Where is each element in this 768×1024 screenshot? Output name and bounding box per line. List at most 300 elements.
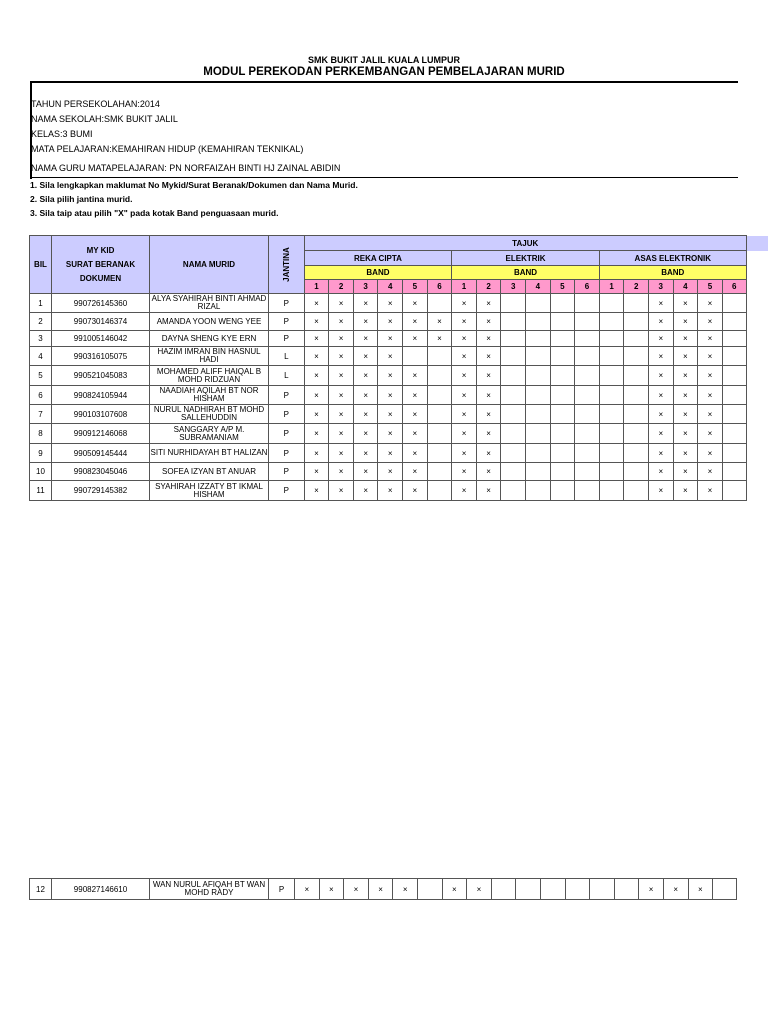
header-id xyxy=(52,236,150,294)
band-mark-cell[interactable]: × xyxy=(663,879,688,900)
band-mark-cell[interactable] xyxy=(526,294,551,313)
band-mark-cell[interactable]: × xyxy=(698,386,723,405)
band-mark-cell[interactable]: × xyxy=(639,879,664,900)
table-row xyxy=(30,386,747,405)
bil-cell[interactable]: 1 xyxy=(30,294,52,313)
band-mark-cell[interactable]: × xyxy=(329,481,354,501)
bil-cell[interactable]: 3 xyxy=(30,331,52,347)
band-mark-cell[interactable] xyxy=(501,386,526,405)
gender-cell[interactable]: L xyxy=(269,347,305,366)
band-mark-cell[interactable] xyxy=(501,313,526,331)
band-mark-cell[interactable] xyxy=(722,331,746,347)
band-mark-cell[interactable] xyxy=(427,444,452,463)
mykid-cell[interactable]: 990729145382 xyxy=(52,481,150,501)
mykid-cell[interactable]: 990103107608 xyxy=(52,405,150,424)
table-row xyxy=(30,463,747,481)
band-mark-cell[interactable] xyxy=(599,386,624,405)
student-name-cell[interactable]: SANGGARY A/P M. SUBRAMANIAM xyxy=(150,424,269,444)
table-row xyxy=(30,294,747,313)
band-mark-cell[interactable] xyxy=(550,444,575,463)
band-mark-cell[interactable]: × xyxy=(353,481,378,501)
band-mark-cell[interactable] xyxy=(501,347,526,366)
mykid-cell[interactable]: 990509145444 xyxy=(52,444,150,463)
band-mark-cell[interactable] xyxy=(624,424,649,444)
bil-cell[interactable]: 7 xyxy=(30,405,52,424)
student-name-cell[interactable]: MOHAMED ALIFF HAIQAL B MOHD RIDZUAN xyxy=(150,366,269,386)
bil-cell[interactable]: 5 xyxy=(30,366,52,386)
gender-cell[interactable]: P xyxy=(269,481,305,501)
band-mark-cell[interactable] xyxy=(427,481,452,501)
mykid-cell[interactable]: 990726145360 xyxy=(52,294,150,313)
band-mark-cell[interactable]: × xyxy=(476,424,501,444)
band-mark-cell[interactable]: × xyxy=(698,366,723,386)
band-mark-cell[interactable]: × xyxy=(304,405,329,424)
gender-cell[interactable]: P xyxy=(269,444,305,463)
band-mark-cell[interactable]: × xyxy=(427,331,452,347)
band-mark-cell[interactable]: × xyxy=(452,481,477,501)
band-mark-cell[interactable]: × xyxy=(393,879,418,900)
band-mark-cell[interactable] xyxy=(526,444,551,463)
band-mark-cell[interactable] xyxy=(722,405,746,424)
band-mark-cell[interactable]: × xyxy=(403,444,428,463)
band-mark-cell[interactable] xyxy=(590,879,615,900)
band-mark-cell[interactable]: × xyxy=(648,405,673,424)
band-mark-cell[interactable]: × xyxy=(452,366,477,386)
band-mark-cell[interactable]: × xyxy=(467,879,492,900)
band-mark-cell[interactable] xyxy=(550,294,575,313)
band-number: 4 xyxy=(378,280,403,294)
band-mark-cell[interactable] xyxy=(427,463,452,481)
band-mark-cell[interactable] xyxy=(526,386,551,405)
band-mark-cell[interactable]: × xyxy=(648,347,673,366)
band-mark-cell[interactable]: × xyxy=(648,386,673,405)
gender-cell[interactable]: P xyxy=(269,294,305,313)
student-name-cell[interactable]: SYAHIRAH IZZATY BT IKMAL HISHAM xyxy=(150,481,269,501)
band-mark-cell[interactable]: × xyxy=(698,347,723,366)
band-mark-cell[interactable]: × xyxy=(476,294,501,313)
band-mark-cell[interactable]: × xyxy=(304,331,329,347)
gender-cell[interactable]: P xyxy=(269,313,305,331)
table-row xyxy=(30,481,747,501)
band-mark-cell[interactable] xyxy=(550,481,575,501)
bil-cell[interactable]: 9 xyxy=(30,444,52,463)
band-mark-cell[interactable]: × xyxy=(368,879,393,900)
band-mark-cell[interactable] xyxy=(599,331,624,347)
band-mark-cell[interactable] xyxy=(599,294,624,313)
band-mark-cell[interactable] xyxy=(624,313,649,331)
band-mark-cell[interactable] xyxy=(624,347,649,366)
band-mark-cell[interactable]: × xyxy=(698,424,723,444)
band-mark-cell[interactable]: × xyxy=(378,366,403,386)
band-mark-cell[interactable]: × xyxy=(353,386,378,405)
band-mark-cell[interactable] xyxy=(540,879,565,900)
header-tajuk: TAJUK xyxy=(304,236,746,251)
band-number: 5 xyxy=(550,280,575,294)
band-mark-cell[interactable]: × xyxy=(452,347,477,366)
band-mark-cell[interactable] xyxy=(526,313,551,331)
band-mark-cell[interactable] xyxy=(722,424,746,444)
band-mark-cell[interactable]: × xyxy=(378,331,403,347)
band-mark-cell[interactable]: × xyxy=(304,294,329,313)
gender-cell[interactable]: P xyxy=(269,405,305,424)
band-mark-cell[interactable]: × xyxy=(673,366,698,386)
band-mark-cell[interactable]: × xyxy=(304,366,329,386)
band-mark-cell[interactable]: × xyxy=(304,313,329,331)
band-mark-cell[interactable]: × xyxy=(698,481,723,501)
mykid-cell[interactable]: 990823045046 xyxy=(52,463,150,481)
band-mark-cell[interactable] xyxy=(624,444,649,463)
gender-cell[interactable]: P xyxy=(269,331,305,347)
band-mark-cell[interactable] xyxy=(722,294,746,313)
band-mark-cell[interactable]: × xyxy=(452,405,477,424)
band-mark-cell[interactable]: × xyxy=(648,331,673,347)
gender-cell[interactable]: P xyxy=(269,463,305,481)
band-mark-cell[interactable]: × xyxy=(452,424,477,444)
info-kelas: KELAS:3 BUMI xyxy=(31,129,93,139)
band-mark-cell[interactable]: × xyxy=(688,879,713,900)
bil-cell[interactable]: 4 xyxy=(30,347,52,366)
band-mark-cell[interactable] xyxy=(599,463,624,481)
band-mark-cell[interactable]: × xyxy=(452,386,477,405)
mykid-cell[interactable]: 990912146068 xyxy=(52,424,150,444)
band-mark-cell[interactable] xyxy=(427,294,452,313)
band-mark-cell[interactable]: × xyxy=(403,366,428,386)
band-mark-cell[interactable]: × xyxy=(353,366,378,386)
band-mark-cell[interactable]: × xyxy=(403,424,428,444)
student-name-cell[interactable]: ALYA SYAHIRAH BINTI AHMAD RIZAL xyxy=(150,294,269,313)
band-mark-cell[interactable] xyxy=(526,463,551,481)
band-mark-cell[interactable] xyxy=(575,313,600,331)
band-mark-cell[interactable]: × xyxy=(353,424,378,444)
student-name-cell[interactable]: NAADIAH AQILAH BT NOR HISHAM xyxy=(150,386,269,405)
band-mark-cell[interactable] xyxy=(526,405,551,424)
school-heading: SMK BUKIT JALIL KUALA LUMPUR xyxy=(308,55,460,65)
band-number: 6 xyxy=(575,280,600,294)
band-mark-cell[interactable]: × xyxy=(648,366,673,386)
student-table xyxy=(29,235,747,501)
band-mark-cell[interactable] xyxy=(624,294,649,313)
band-mark-cell[interactable] xyxy=(624,405,649,424)
band-mark-cell[interactable]: × xyxy=(329,444,354,463)
band-mark-cell[interactable]: × xyxy=(698,405,723,424)
band-mark-cell[interactable] xyxy=(526,481,551,501)
gender-cell[interactable]: P xyxy=(269,386,305,405)
band-mark-cell[interactable] xyxy=(575,331,600,347)
band-mark-cell[interactable]: × xyxy=(329,331,354,347)
band-mark-cell[interactable] xyxy=(575,294,600,313)
band-mark-cell[interactable] xyxy=(575,424,600,444)
mykid-cell[interactable]: 990827146610 xyxy=(52,879,150,900)
band-mark-cell[interactable]: × xyxy=(353,347,378,366)
band-mark-cell[interactable] xyxy=(501,366,526,386)
band-number: 5 xyxy=(698,280,723,294)
band-mark-cell[interactable] xyxy=(599,347,624,366)
band-mark-cell[interactable]: × xyxy=(353,405,378,424)
table-row xyxy=(30,405,747,424)
bil-cell[interactable]: 2 xyxy=(30,313,52,331)
band-mark-cell[interactable]: × xyxy=(698,313,723,331)
band-mark-cell[interactable] xyxy=(427,424,452,444)
mykid-cell[interactable]: 990521045083 xyxy=(52,366,150,386)
band-number: 3 xyxy=(648,280,673,294)
band-mark-cell[interactable]: × xyxy=(403,386,428,405)
band-mark-cell[interactable]: × xyxy=(329,294,354,313)
band-number: 5 xyxy=(403,280,428,294)
band-mark-cell[interactable]: × xyxy=(403,331,428,347)
band-mark-cell[interactable] xyxy=(501,424,526,444)
band-mark-cell[interactable]: × xyxy=(476,313,501,331)
band-mark-cell[interactable]: × xyxy=(476,347,501,366)
band-mark-cell[interactable]: × xyxy=(673,405,698,424)
band-mark-cell[interactable]: × xyxy=(427,313,452,331)
band-mark-cell[interactable]: × xyxy=(648,463,673,481)
band-mark-cell[interactable] xyxy=(722,313,746,331)
table-row xyxy=(30,313,747,331)
band-mark-cell[interactable] xyxy=(575,347,600,366)
band-mark-cell[interactable]: × xyxy=(698,294,723,313)
band-mark-cell[interactable] xyxy=(624,481,649,501)
band-mark-cell[interactable]: × xyxy=(476,331,501,347)
bil-cell[interactable]: 11 xyxy=(30,481,52,501)
band-number: 6 xyxy=(722,280,746,294)
band-mark-cell[interactable]: × xyxy=(353,294,378,313)
band-mark-cell[interactable]: × xyxy=(329,347,354,366)
band-mark-cell[interactable]: × xyxy=(295,879,320,900)
band-mark-cell[interactable] xyxy=(550,331,575,347)
band-mark-cell[interactable] xyxy=(491,879,516,900)
band-mark-cell[interactable]: × xyxy=(698,444,723,463)
band-mark-cell[interactable] xyxy=(501,405,526,424)
student-name-cell[interactable]: SITI NURHIDAYAH BT HALIZAN xyxy=(150,444,269,463)
band-mark-cell[interactable]: × xyxy=(403,463,428,481)
student-name-cell[interactable]: HAZIM IMRAN BIN HASNUL HADI xyxy=(150,347,269,366)
band-mark-cell[interactable]: × xyxy=(648,444,673,463)
band-mark-cell[interactable] xyxy=(427,386,452,405)
band-mark-cell[interactable] xyxy=(565,879,590,900)
table-row xyxy=(30,366,747,386)
table-row xyxy=(30,444,747,463)
band-mark-cell[interactable] xyxy=(599,424,624,444)
band-mark-cell[interactable]: × xyxy=(648,424,673,444)
band-mark-cell[interactable] xyxy=(599,444,624,463)
band-mark-cell[interactable] xyxy=(599,481,624,501)
band-mark-cell[interactable]: × xyxy=(673,424,698,444)
band-mark-cell[interactable] xyxy=(550,386,575,405)
band-mark-cell[interactable] xyxy=(526,366,551,386)
band-mark-cell[interactable]: × xyxy=(329,405,354,424)
band-mark-cell[interactable]: × xyxy=(378,405,403,424)
header-id-line: MY KID xyxy=(86,245,115,255)
band-mark-cell[interactable]: × xyxy=(378,313,403,331)
student-name-cell[interactable]: DAYNA SHENG KYE ERN xyxy=(150,331,269,347)
band-mark-cell[interactable]: × xyxy=(304,444,329,463)
info-sekolah: NAMA SEKOLAH:SMK BUKIT JALIL xyxy=(31,114,178,124)
band-mark-cell[interactable] xyxy=(624,331,649,347)
band-mark-cell[interactable]: × xyxy=(673,481,698,501)
gender-cell[interactable]: P xyxy=(269,424,305,444)
band-mark-cell[interactable] xyxy=(722,347,746,366)
band-mark-cell[interactable]: × xyxy=(648,481,673,501)
band-mark-cell[interactable] xyxy=(614,879,639,900)
band-mark-cell[interactable] xyxy=(516,879,541,900)
band-mark-cell[interactable] xyxy=(599,405,624,424)
band-mark-cell[interactable] xyxy=(575,366,600,386)
student-table-page-2 xyxy=(29,878,737,900)
band-mark-cell[interactable] xyxy=(575,405,600,424)
bil-cell[interactable]: 12 xyxy=(30,879,52,900)
band-mark-cell[interactable] xyxy=(501,294,526,313)
band-mark-cell[interactable]: × xyxy=(329,313,354,331)
band-mark-cell[interactable] xyxy=(624,386,649,405)
band-mark-cell[interactable] xyxy=(427,366,452,386)
band-mark-cell[interactable]: × xyxy=(353,463,378,481)
band-mark-cell[interactable] xyxy=(526,424,551,444)
band-mark-cell[interactable]: × xyxy=(673,444,698,463)
band-mark-cell[interactable] xyxy=(722,463,746,481)
band-mark-cell[interactable]: × xyxy=(452,294,477,313)
instruction-2: 2. Sila pilih jantina murid. xyxy=(30,194,133,204)
band-mark-cell[interactable]: × xyxy=(378,463,403,481)
mykid-cell[interactable]: 990316105075 xyxy=(52,347,150,366)
band-mark-cell[interactable] xyxy=(575,463,600,481)
band-number: 3 xyxy=(353,280,378,294)
band-mark-cell[interactable]: × xyxy=(378,481,403,501)
header-jantina xyxy=(269,236,305,294)
header-nama: NAMA MURID xyxy=(150,236,269,294)
band-mark-cell[interactable]: × xyxy=(329,463,354,481)
band-mark-cell[interactable] xyxy=(722,386,746,405)
band-mark-cell[interactable]: × xyxy=(353,313,378,331)
band-mark-cell[interactable]: × xyxy=(648,313,673,331)
band-mark-cell[interactable]: × xyxy=(476,405,501,424)
band-mark-cell[interactable] xyxy=(599,313,624,331)
band-mark-cell[interactable]: × xyxy=(329,386,354,405)
band-mark-cell[interactable] xyxy=(427,405,452,424)
band-mark-cell[interactable]: × xyxy=(452,313,477,331)
band-mark-cell[interactable]: × xyxy=(673,294,698,313)
band-mark-cell[interactable]: × xyxy=(452,331,477,347)
band-mark-cell[interactable]: × xyxy=(476,481,501,501)
band-mark-cell[interactable]: × xyxy=(698,463,723,481)
band-mark-cell[interactable] xyxy=(403,347,428,366)
band-mark-cell[interactable]: × xyxy=(304,386,329,405)
band-mark-cell[interactable]: × xyxy=(378,424,403,444)
band-mark-cell[interactable] xyxy=(575,444,600,463)
band-mark-cell[interactable] xyxy=(722,366,746,386)
table-row xyxy=(30,331,747,347)
band-mark-cell[interactable]: × xyxy=(353,444,378,463)
band-mark-cell[interactable]: × xyxy=(403,481,428,501)
band-mark-cell[interactable]: × xyxy=(673,386,698,405)
band-mark-cell[interactable]: × xyxy=(442,879,467,900)
band-mark-cell[interactable]: × xyxy=(304,347,329,366)
band-mark-cell[interactable] xyxy=(599,366,624,386)
band-mark-cell[interactable]: × xyxy=(378,444,403,463)
band-mark-cell[interactable]: × xyxy=(452,463,477,481)
band-mark-cell[interactable] xyxy=(526,347,551,366)
band-mark-cell[interactable]: × xyxy=(304,424,329,444)
band-mark-cell[interactable] xyxy=(550,463,575,481)
band-mark-cell[interactable]: × xyxy=(452,444,477,463)
band-mark-cell[interactable] xyxy=(427,347,452,366)
band-label: BAND xyxy=(599,266,746,280)
band-mark-cell[interactable]: × xyxy=(698,331,723,347)
band-number: 1 xyxy=(452,280,477,294)
mykid-cell[interactable]: 990824105944 xyxy=(52,386,150,405)
band-mark-cell[interactable] xyxy=(722,444,746,463)
band-mark-cell[interactable]: × xyxy=(673,463,698,481)
band-mark-cell[interactable]: × xyxy=(319,879,344,900)
band-mark-cell[interactable]: × xyxy=(648,294,673,313)
band-mark-cell[interactable]: × xyxy=(353,331,378,347)
band-mark-cell[interactable]: × xyxy=(673,347,698,366)
band-mark-cell[interactable] xyxy=(550,405,575,424)
band-mark-cell[interactable]: × xyxy=(476,444,501,463)
band-mark-cell[interactable]: × xyxy=(403,294,428,313)
band-mark-cell[interactable]: × xyxy=(403,405,428,424)
band-mark-cell[interactable]: × xyxy=(304,481,329,501)
band-number: 1 xyxy=(599,280,624,294)
band-mark-cell[interactable]: × xyxy=(476,366,501,386)
band-mark-cell[interactable]: × xyxy=(673,331,698,347)
band-mark-cell[interactable]: × xyxy=(673,313,698,331)
band-mark-cell[interactable] xyxy=(501,463,526,481)
gender-cell[interactable]: P xyxy=(269,879,295,900)
mykid-cell[interactable]: 991005146042 xyxy=(52,331,150,347)
band-mark-cell[interactable] xyxy=(526,331,551,347)
band-mark-cell[interactable]: × xyxy=(304,463,329,481)
bil-cell[interactable]: 8 xyxy=(30,424,52,444)
mykid-cell[interactable]: 990730146374 xyxy=(52,313,150,331)
band-mark-cell[interactable] xyxy=(575,481,600,501)
band-mark-cell[interactable]: × xyxy=(476,463,501,481)
band-mark-cell[interactable] xyxy=(722,481,746,501)
band-mark-cell[interactable] xyxy=(417,879,442,900)
band-mark-cell[interactable] xyxy=(501,444,526,463)
band-mark-cell[interactable]: × xyxy=(329,424,354,444)
band-mark-cell[interactable] xyxy=(624,463,649,481)
band-mark-cell[interactable]: × xyxy=(344,879,369,900)
bil-cell[interactable]: 10 xyxy=(30,463,52,481)
student-name-cell[interactable]: NURUL NADHIRAH BT MOHD SALLEHUDDIN xyxy=(150,405,269,424)
band-mark-cell[interactable]: × xyxy=(476,386,501,405)
band-mark-cell[interactable] xyxy=(713,879,737,900)
bil-cell[interactable]: 6 xyxy=(30,386,52,405)
band-mark-cell[interactable] xyxy=(550,313,575,331)
table-row xyxy=(30,424,747,444)
band-mark-cell[interactable]: × xyxy=(378,347,403,366)
band-mark-cell[interactable]: × xyxy=(329,366,354,386)
band-mark-cell[interactable] xyxy=(550,424,575,444)
band-mark-cell[interactable]: × xyxy=(378,386,403,405)
band-mark-cell[interactable] xyxy=(575,386,600,405)
band-mark-cell[interactable]: × xyxy=(378,294,403,313)
band-number: 3 xyxy=(501,280,526,294)
band-mark-cell[interactable] xyxy=(501,331,526,347)
band-mark-cell[interactable] xyxy=(624,366,649,386)
student-name-cell[interactable]: AMANDA YOON WENG YEE xyxy=(150,313,269,331)
gender-cell[interactable]: L xyxy=(269,366,305,386)
student-name-cell[interactable]: SOFEA IZYAN BT ANUAR xyxy=(150,463,269,481)
band-number: 2 xyxy=(624,280,649,294)
band-mark-cell[interactable] xyxy=(550,347,575,366)
band-mark-cell[interactable] xyxy=(501,481,526,501)
band-mark-cell[interactable] xyxy=(550,366,575,386)
band-mark-cell[interactable]: × xyxy=(403,313,428,331)
student-name-cell[interactable]: WAN NURUL AFIQAH BT WAN MOHD RADY xyxy=(150,879,269,900)
header-id-line: DOKUMEN xyxy=(79,273,122,283)
header-bil: BIL xyxy=(30,236,52,294)
